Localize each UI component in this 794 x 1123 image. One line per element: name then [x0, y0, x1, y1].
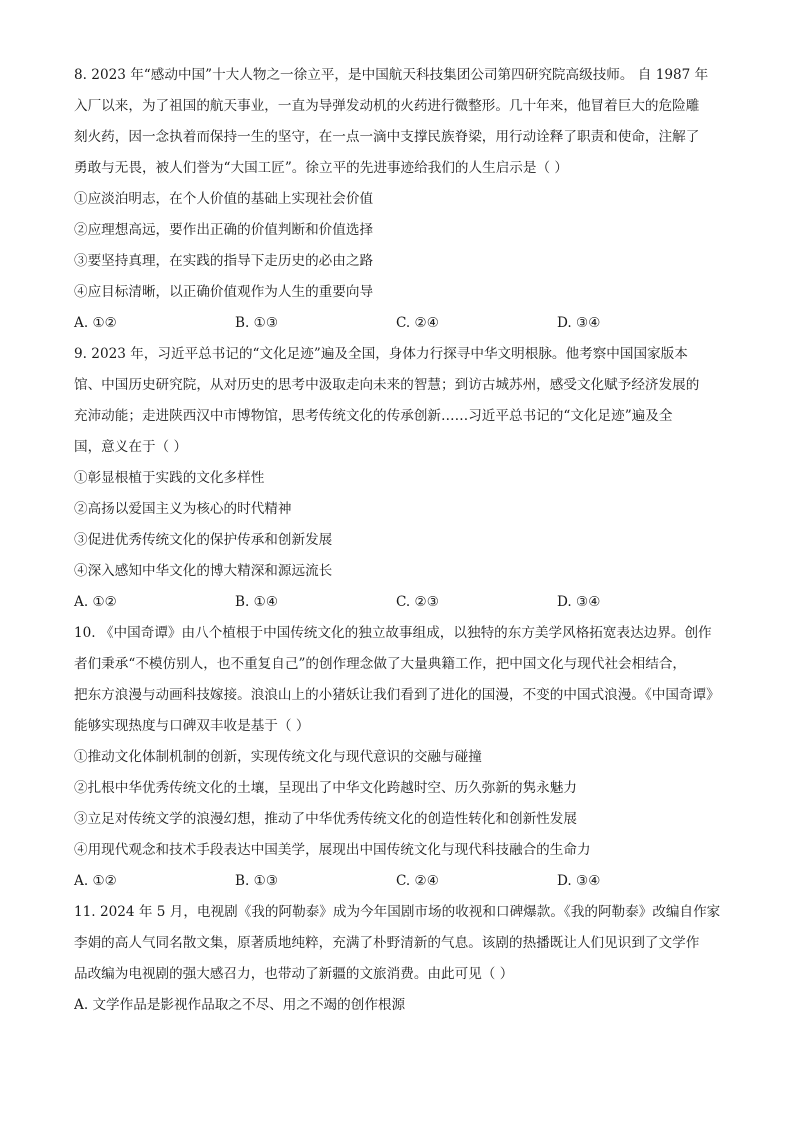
- option-c: C. ②④: [396, 873, 439, 889]
- option-b: B. ①④: [235, 594, 279, 610]
- option-a: A. ①②: [74, 594, 117, 610]
- question-stem-line: 11. 2024 年 5 月，电视剧《我的阿勒泰》成为今年国剧市场的收视和口碑爆款。《我的阿勒泰》改编自作家: [74, 904, 721, 920]
- option-b: B. ①③: [235, 873, 279, 889]
- option-b: B. ①③: [235, 315, 279, 331]
- statement-3: ③立足对传统文学的浪漫幻想，推动了中华优秀传统文化的创造性转化和创新性发展: [74, 811, 577, 827]
- option-d: D. ③④: [557, 594, 601, 610]
- option-c: C. ②③: [396, 594, 439, 610]
- question-stem-line: 馆、中国历史研究院，从对历史的思考中汲取走向未来的智慧；到访古城苏州，感受文化赋予经济发展的: [74, 377, 700, 393]
- question-stem-line: 8. 2023 年“感动中国”十大人物之一徐立平，是中国航天科技集团公司第四研究院高级技师。 自 1987 年: [74, 67, 709, 83]
- question-9: [74, 339, 722, 618]
- question-stem-line: 者们秉承“不模仿别人，也不重复自己”的创作理念做了大量典籍工作，把中国文化与现代社会相结合，: [74, 656, 687, 672]
- statement-3: ③促进优秀传统文化的保护传承和创新发展: [74, 532, 333, 548]
- question-stem-line: 刻火药，因一念执着而保持一生的坚守，在一点一滴中支撑民族脊梁，用行动诠释了职责和使命，注解了: [74, 129, 700, 145]
- question-11: [74, 897, 722, 1021]
- question-stem-line: 李娟的高人气同名散文集，原著质地纯粹，充满了朴野清新的气息。该剧的热播既让人们见识到了文学作: [74, 935, 700, 951]
- question-stem-line: 充沛动能；走进陕西汉中市博物馆，思考传统文化的传承创新……习近平总书记的“文化足迹”遍及全: [74, 408, 673, 424]
- option-a: A. 文学作品是影视作品取之不尽、用之不竭的创作根源: [74, 997, 406, 1013]
- question-stem-line: 入厂以来，为了祖国的航天事业，一直为导弹发动机的火药进行微整形。几十年来，他冒着巨大的危险雕: [74, 98, 700, 114]
- option-d: D. ③④: [557, 315, 601, 331]
- question-stem-line: 品改编为电视剧的强大感召力，也带动了新疆的文旅消费。由此可见（ ）: [74, 966, 514, 982]
- answer-options: [74, 308, 722, 339]
- statement-4: ④应目标清晰，以正确价值观作为人生的重要向导: [74, 284, 374, 300]
- statement-2: ②应理想高远，要作出正确的价值判断和价值选择: [74, 222, 374, 238]
- question-8: [74, 60, 722, 339]
- statement-3: ③要坚持真理，在实践的指导下走历史的必由之路: [74, 253, 374, 269]
- statement-4: ④用现代观念和技术手段表达中国美学，展现出中国传统文化与现代科技融合的生命力: [74, 842, 591, 858]
- statement-1: ①应淡泊明志，在个人价值的基础上实现社会价值: [74, 191, 374, 207]
- answer-options: [74, 866, 722, 897]
- option-a: A. ①②: [74, 315, 117, 331]
- statement-2: ②高扬以爱国主义为核心的时代精神: [74, 501, 292, 517]
- statement-4: ④深入感知中华文化的博大精深和源远流长: [74, 563, 333, 579]
- question-stem-line: 把东方浪漫与动画科技嫁接。浪浪山上的小猪妖让我们看到了进化的国漫，不变的中国式浪漫。《中国奇谭》: [74, 687, 720, 703]
- question-stem-line: 9. 2023 年，习近平总书记的“文化足迹”遍及全国，身体力行探寻中华文明根脉。他考察中国国家版本: [74, 346, 688, 362]
- question-stem-line: 国，意义在于（ ）: [74, 439, 188, 455]
- option-a: A. ①②: [74, 873, 117, 889]
- answer-options: [74, 587, 722, 618]
- statement-2: ②扎根中华优秀传统文化的土壤，呈现出了中华文化跨越时空、历久弥新的隽永魅力: [74, 780, 577, 796]
- question-stem-line: 10. 《中国奇谭》由八个植根于中国传统文化的独立故事组成，以独特的东方美学风格拓宽表达边界。创作: [74, 625, 712, 641]
- statement-1: ①彰显根植于实践的文化多样性: [74, 470, 265, 486]
- exam-page: [74, 60, 722, 1021]
- option-c: C. ②④: [396, 315, 439, 331]
- statement-1: ①推动文化体制机制的创新，实现传统文化与现代意识的交融与碰撞: [74, 749, 482, 765]
- option-d: D. ③④: [557, 873, 601, 889]
- question-stem-line: 能够实现热度与口碑双丰收是基于（ ）: [74, 718, 310, 734]
- question-stem-line: 勇敢与无畏，被人们誉为“大国工匠”。徐立平的先进事迹给我们的人生启示是（ ）: [74, 160, 568, 176]
- question-10: [74, 618, 722, 897]
